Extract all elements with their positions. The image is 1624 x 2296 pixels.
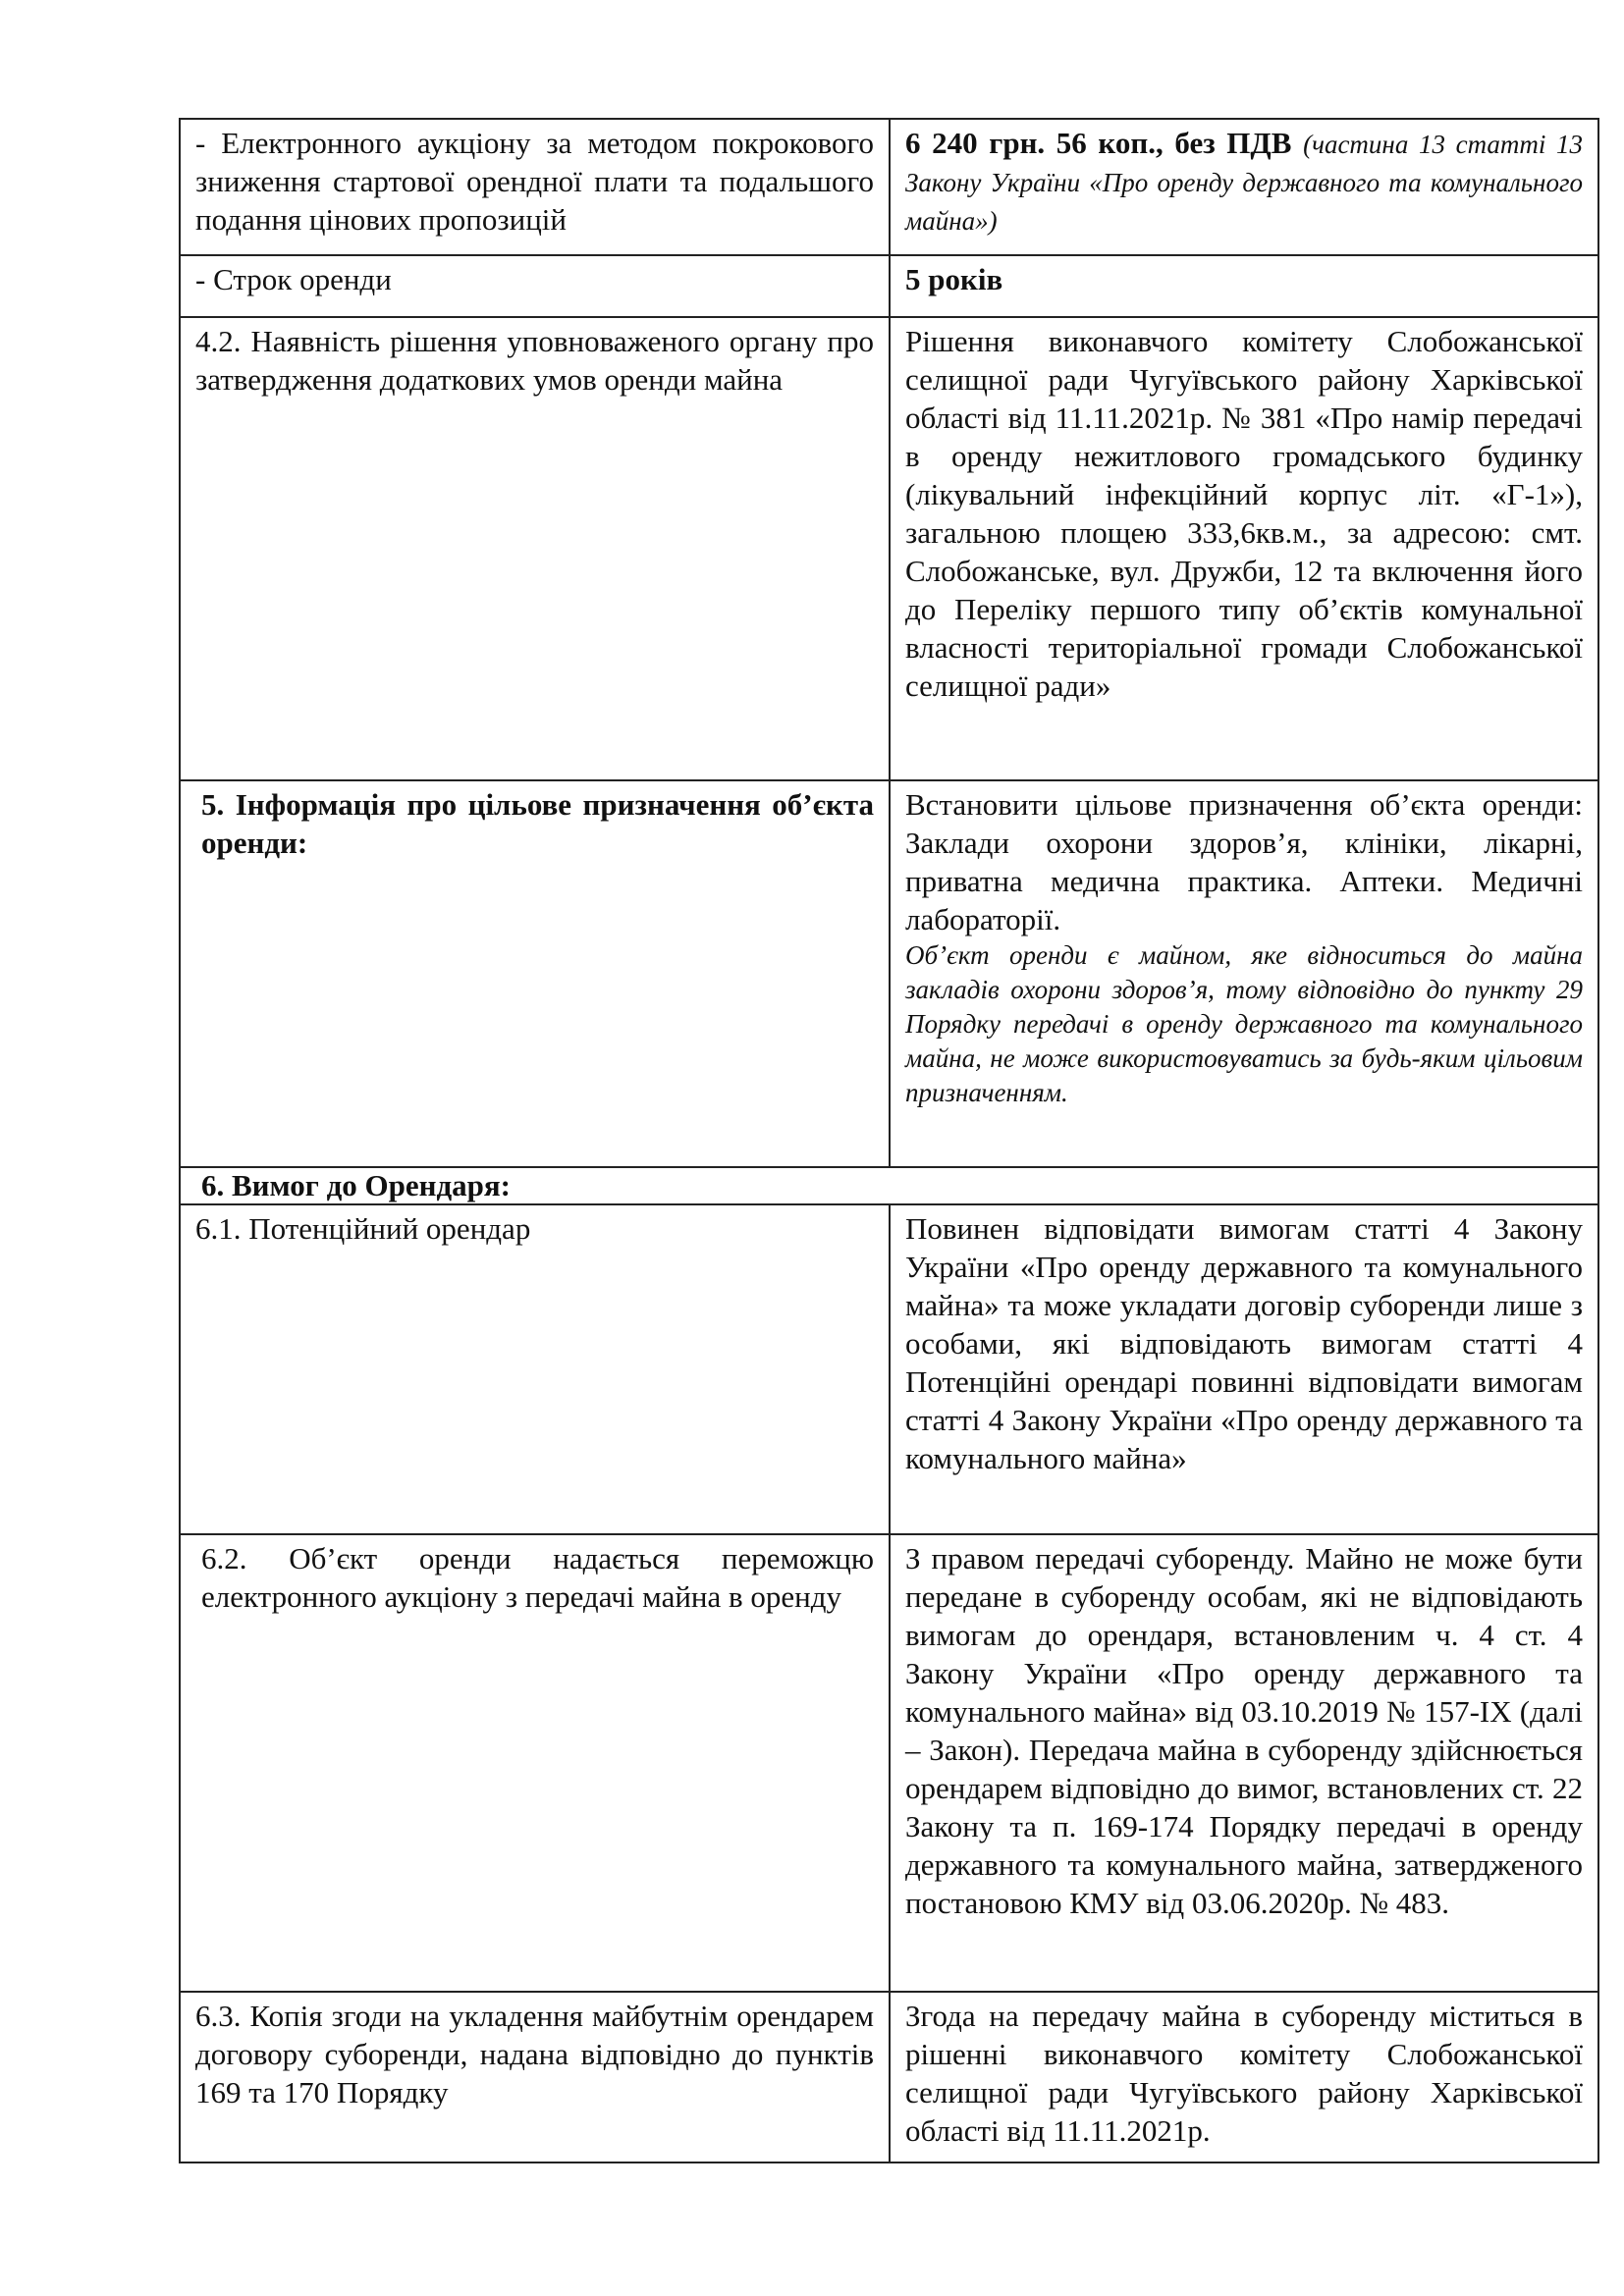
table-row: [180, 780, 1598, 1167]
row-label: [180, 780, 890, 1167]
row-value: Рішення виконавчого комітету Слобожанської селищної ради Чугуївського району Харківської області від 11.11.2021р. № 381 «Про намір передачі в оренду нежитлового громадського будинку (лікувальний інфекційний корпус літ. «Г-1»), загальною площею 333,6кв.м., за адресою: смт. Слобожанське, вул. Дружби, 12 та включення його до Переліку першого типу об’єктів комунальної власності територіальної громади Слобожанської селищної ради»: [890, 317, 1598, 780]
row-value: [890, 255, 1598, 317]
table-row: [180, 255, 1598, 317]
purpose-note: Об’єкт оренди є майном, яке відноситься до майна закладів охорони здоров’я, тому відповідно до пункту 29 Порядку передачі в оренду державного та комунального майна, не може використовуватись за будь-яким цільовим призначенням.: [905, 940, 1583, 1107]
row-label: 6.3. Копія згоди на укладення майбутнім орендарем договору суборенди, надана відповідно до пунктів 169 та 170 Порядку: [180, 1992, 890, 2163]
row-label: - Електронного аукціону за методом покрокового зниження стартової орендної плати та подальшого подання цінових пропозицій: [180, 119, 890, 255]
table-row: [180, 1534, 1598, 1992]
row-label: - Строк оренди: [180, 255, 890, 317]
section-heading: 6. Вимог до Орендаря:: [201, 1168, 511, 1202]
row-value: Згода на передачу майна в суборенду міститься в рішенні виконавчого комітету Слобожанської селищної ради Чугуївського району Харківської області від 11.11.2021р.: [890, 1992, 1598, 2163]
legal-reference: (частина 13 статті 13 Закону України «Про оренду державного та комунального майна»): [905, 130, 1584, 236]
row-value: [890, 119, 1598, 255]
table-row: [180, 1992, 1598, 2163]
table-row: [180, 1204, 1598, 1534]
row-value: Повинен відповідати вимогам статті 4 Закону України «Про оренду державного та комунального майна» та може укладати договір суборенди лише з особами, які відповідають вимогам статті 4 Потенційні орендарі повинні відповідати вимогам статті 4 Закону України «Про оренду державного та комунального майна»: [890, 1204, 1598, 1534]
section-heading: 5. Інформація про цільове призначення об’єкта оренди:: [201, 787, 874, 860]
section-heading-row: [180, 1167, 1598, 1204]
table-row: [180, 119, 1598, 255]
table-row: [180, 1167, 1598, 1204]
rent-amount: 6 240 грн. 56 коп., без ПДВ: [905, 126, 1292, 160]
row-label: 6.1. Потенційний орендар: [180, 1204, 890, 1534]
row-label: 4.2. Наявність рішення уповноваженого органу про затвердження додаткових умов оренди майна: [180, 317, 890, 780]
row-label: 6.2. Об’єкт оренди надається переможцю електронного аукціону з передачі майна в оренду: [180, 1534, 890, 1992]
rental-conditions-table: [179, 118, 1599, 2163]
table-row: [180, 317, 1598, 780]
row-value: Встановити цільове призначення об’єкта оренди: Заклади охорони здоров’я, клініки, лікарні, приватна медична практика. Аптеки. Медичні лабораторії. Об’єкт оренди є майном, яке відноситься до майна закладів охорони здоров’я, тому відповідно до пункту 29 Порядку передачі в оренду державного та комунального майна, не може використовуватись за будь-яким цільовим призначенням.: [890, 780, 1598, 1167]
row-value: З правом передачі суборенду. Майно не може бути передане в суборенду особам, які не відповідають вимогам до орендаря, встановленим ч. 4 ст. 4 Закону України «Про оренду державного та комунального майна» від 03.10.2019 № 157-IX (далі – Закон). Передача майна в суборенду здійснюється орендарем відповідно до вимог, встановлених ст. 22 Закону та п. 169-174 Порядку передачі в оренду державного та комунального майна, затвердженого постановою КМУ від 03.06.2020р. № 483.: [890, 1534, 1598, 1992]
rental-term: 5 років: [905, 262, 1003, 296]
